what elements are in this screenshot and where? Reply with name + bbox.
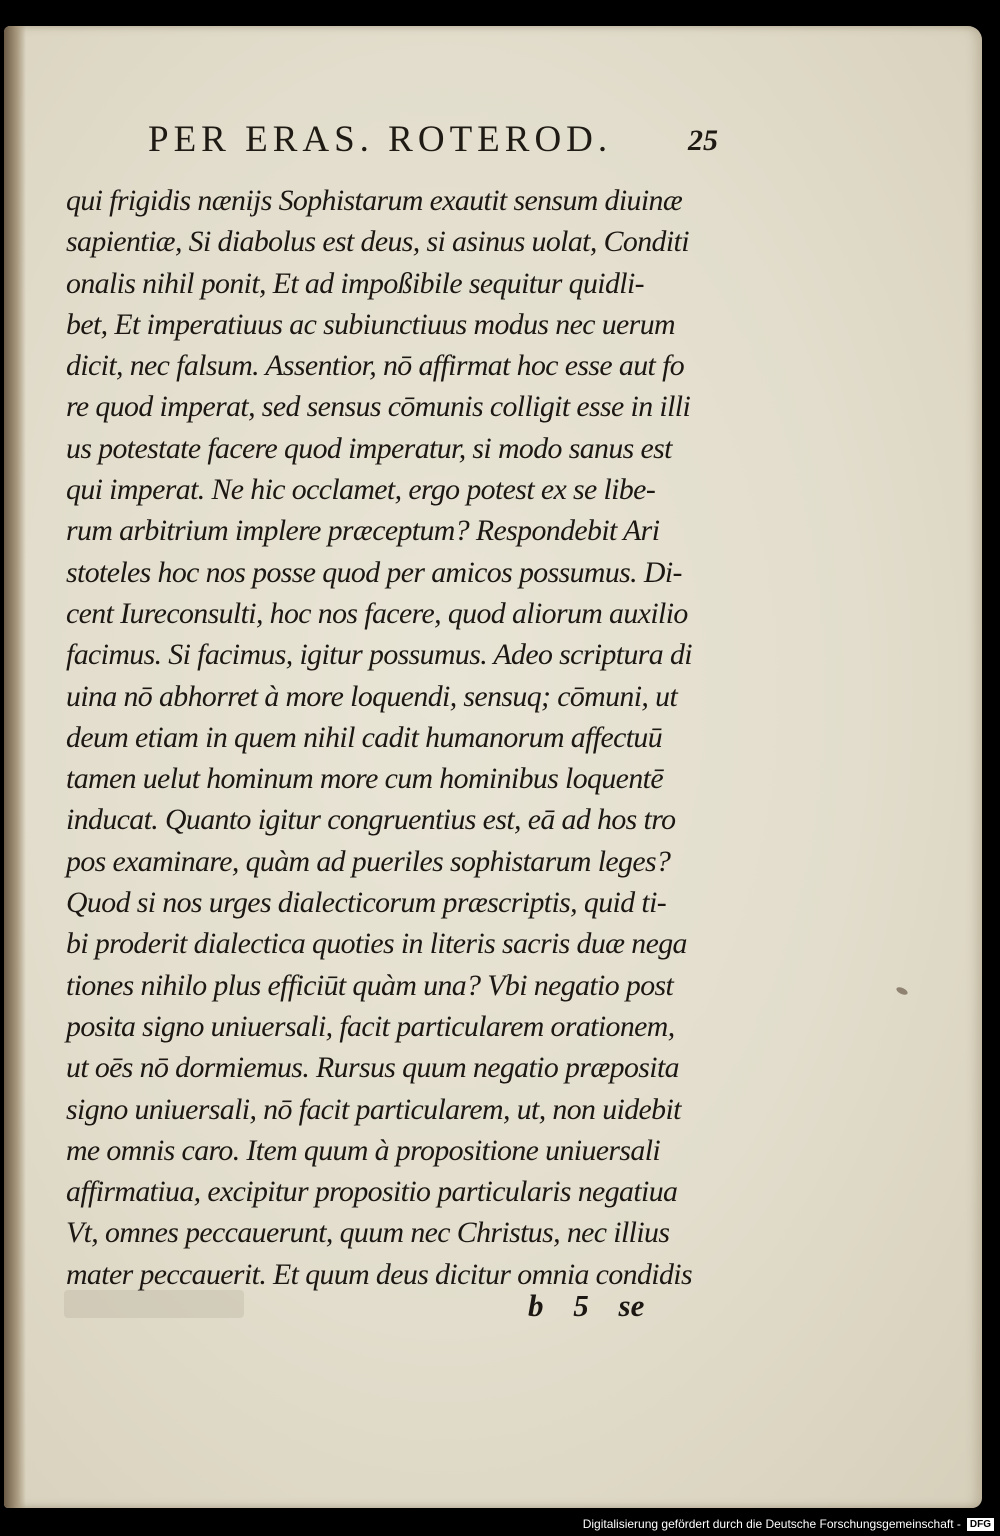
text-line: me omnis caro. Item quum à propositione uniuersali (66, 1133, 661, 1167)
text-line: qui imperat. Ne hic occlamet, ergo potest ex se libe- (66, 473, 656, 507)
text-line: dicit, nec falsum. Assentior, nō affirmat hoc esse aut fo (66, 349, 685, 383)
page-number: 25 (688, 124, 718, 157)
text-line: ut oēs nō dormiemus. Rursus quum negatio præposita (66, 1051, 679, 1085)
text-line: deum etiam in quem nihil cadit humanorum affectuū (66, 720, 663, 754)
page-gutter-shadow (4, 26, 26, 1508)
text-line: facimus. Si facimus, igitur possumus. Adeo scriptura di (66, 638, 692, 672)
running-head: PER ERAS. ROTEROD. (148, 119, 613, 160)
text-line: mater peccauerit. Et quum deus dicitur omnia condidis (66, 1257, 692, 1291)
text-line: qui frigidis nænijs Sophistarum exautit sensum diuinæ (66, 184, 683, 217)
footer-credit: Digitalisierung gefördert durch die Deutsche Forschungsgemeinschaft - (582, 1517, 961, 1531)
text-line: us potestate facere quod imperatur, si modo sanus est (66, 431, 672, 465)
dfg-logo: DFG (967, 1518, 994, 1531)
text-line: affirmatiua, excipitur propositio particularis negatiua (66, 1175, 678, 1209)
text-line: cent Iureconsulti, hoc nos facere, quod aliorum auxilio (66, 596, 688, 630)
text-line: sapientiæ, Si diabolus est deus, si asinus uolat, Conditi (66, 225, 689, 259)
text-line: rum arbitrium implere præceptum? Respondebit Ari (66, 514, 660, 548)
text-line: uina nō abhorret à more loquendi, sensuq; cōmuni, ut (66, 679, 678, 713)
body-text (66, 180, 726, 1295)
text-line: signo uniuersali, nō facit particularem, ut, non uidebit (66, 1092, 681, 1126)
text-line: re quod imperat, sed sensus cōmunis colligit esse in illi (66, 390, 691, 424)
text-line: bet, Et imperatiuus ac subiunctiuus modus nec uerum (66, 307, 675, 341)
text-line: tiones nihilo plus efficiūt quàm una? Vbi negatio post (66, 968, 674, 1002)
text-line: pos examinare, quàm ad pueriles sophistarum leges? (66, 844, 671, 878)
text-line: inducat. Quanto igitur congruentius est, eā ad hos tro (66, 803, 676, 837)
signature-catchword: b 5 se (528, 1288, 645, 1323)
text-line: stoteles hoc nos posse quod per amicos possumus. Di- (66, 555, 682, 589)
text-line: onalis nihil ponit, Et ad impoßibile sequitur quidli- (66, 266, 645, 300)
text-line: Vt, omnes peccauerunt, quum nec Christus, nec illius (66, 1216, 670, 1250)
footer-bar (0, 1512, 1000, 1536)
text-line: tamen uelut hominum more cum hominibus loquentē (66, 762, 663, 796)
text-line: bi proderit dialectica quoties in literis sacris duæ nega (66, 927, 687, 961)
text-line: Quod si nos urges dialecticorum præscriptis, quid ti- (66, 886, 667, 920)
text-line: posita signo uniuersali, facit particularem orationem, (66, 1009, 675, 1043)
